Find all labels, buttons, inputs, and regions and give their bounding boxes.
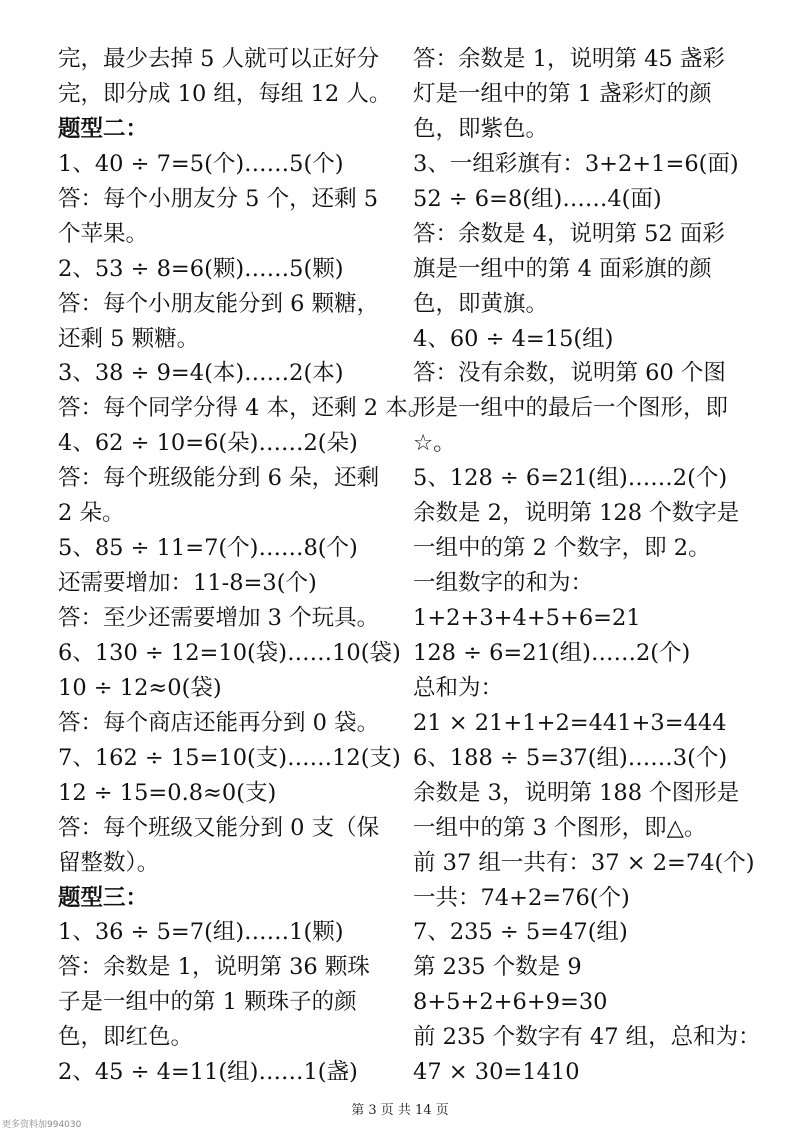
- text-line: 灯是一组中的第 1 盏彩灯的颜: [413, 80, 712, 107]
- left-column: [58, 42, 431, 1090]
- watermark-text: 更多资料加994030: [2, 1120, 82, 1130]
- text-line: 1+2+3+4+5+6=21: [413, 605, 641, 631]
- text-line: 2 朵。: [58, 500, 125, 527]
- text-line: 答：每个班级又能分到 0 支（保: [58, 814, 380, 841]
- text-line: 6、188 ÷ 5=37(组)……3(个): [413, 744, 728, 771]
- text-line: ☆。: [413, 430, 456, 457]
- text-line: 47 × 30=1410: [413, 1059, 580, 1086]
- text-line: 一组数字的和为：: [413, 570, 594, 597]
- text-line: 12 ÷ 15=0.8≈0(支): [58, 779, 277, 806]
- text-line: 21 × 21+1+2=441+3=444: [413, 709, 727, 736]
- text-line: 7、235 ÷ 5=47(组): [413, 919, 628, 946]
- text-line: 第 235 个数是 9: [413, 954, 582, 981]
- text-line: 一共：74+2=76(个): [413, 884, 630, 911]
- page-footer: 第 3 页 共 14 页: [351, 1103, 449, 1118]
- text-line: 答：余数是 4，说明第 52 面彩: [413, 220, 725, 247]
- text-line: 色，即黄旗。: [413, 290, 549, 317]
- text-line: 6、130 ÷ 12=10(袋)……10(袋): [58, 639, 401, 666]
- text-line: 留整数）。: [58, 849, 160, 876]
- text-line: 答：每个小朋友能分到 6 颗糖，: [58, 290, 380, 317]
- text-line: 答：每个同学分得 4 本，还剩 2 本。: [58, 395, 431, 422]
- text-line: 答：每个商店还能再分到 0 袋。: [58, 709, 380, 736]
- text-line: 旗是一组中的第 4 面彩旗的颜: [413, 255, 712, 282]
- text-line: 还剩 5 颗糖。: [58, 325, 200, 352]
- text-line: 4、62 ÷ 10=6(朵)……2(朵): [58, 430, 358, 457]
- text-line: 还需要增加：11-8=3(个): [58, 570, 317, 597]
- text-line: 答：每个小朋友分 5 个，还剩 5: [58, 185, 379, 212]
- text-line: 2、53 ÷ 8=6(颗)……5(颗): [58, 255, 344, 282]
- text-line: 形是一组中的最后一个图形，即: [413, 395, 729, 422]
- text-line: 一组中的第 3 个图形，即△。: [413, 814, 707, 841]
- text-line: 前 37 组一共有：37 × 2=74(个): [413, 849, 755, 876]
- text-line: 答：没有余数，说明第 60 个图: [413, 360, 726, 387]
- text-line: 答：至少还需要增加 3 个玩具。: [58, 605, 380, 631]
- text-line: 完，最少去掉 5 人就可以正好分: [58, 46, 380, 72]
- text-line: 前 235 个数字有 47 组，总和为：: [413, 1024, 761, 1051]
- text-line: 色，即红色。: [58, 1024, 194, 1051]
- text-line: 1、40 ÷ 7=5(个)……5(个): [58, 150, 344, 177]
- text-line: 余数是 3，说明第 188 个图形是: [413, 779, 740, 806]
- text-line: 3、一组彩旗有：3+2+1=6(面): [413, 150, 739, 177]
- text-line: 128 ÷ 6=21(组)……2(个): [413, 639, 691, 666]
- text-line: 7、162 ÷ 15=10(支)……12(支): [58, 744, 401, 771]
- text-line: 5、85 ÷ 11=7(个)……8(个): [58, 535, 358, 562]
- text-line: 余数是 2，说明第 128 个数字是: [413, 500, 740, 527]
- text-line: 4、60 ÷ 4=15(组): [413, 325, 614, 352]
- text-line: 5、128 ÷ 6=21(组)……2(个): [413, 465, 728, 492]
- text-line: 52 ÷ 6=8(组)……4(面): [413, 185, 662, 212]
- text-line: 3、38 ÷ 9=4(本)……2(本): [58, 360, 344, 387]
- text-line: 答：余数是 1，说明第 45 盏彩: [413, 46, 725, 72]
- text-line: 1、36 ÷ 5=7(组)……1(颗): [58, 919, 344, 946]
- section-heading: 题型三：: [58, 884, 149, 911]
- section-heading: 题型二：: [58, 115, 149, 142]
- text-line: 答：每个班级能分到 6 朵，还剩: [58, 465, 380, 492]
- text-line: 总和为：: [413, 674, 504, 701]
- text-line: 答：余数是 1，说明第 36 颗珠: [58, 954, 370, 981]
- text-line: 个苹果。: [58, 220, 149, 247]
- text-line: 2、45 ÷ 4=11(组)……1(盏): [58, 1059, 358, 1086]
- text-line: 8+5+2+6+9=30: [413, 989, 608, 1016]
- text-line: 完，即分成 10 组，每组 12 人。: [58, 80, 392, 107]
- right-column: [413, 42, 761, 1090]
- text-line: 子是一组中的第 1 颗珠子的颜: [58, 989, 357, 1016]
- text-line: 一组中的第 2 个数字，即 2。: [413, 535, 711, 562]
- text-line: 色，即紫色。: [413, 115, 549, 142]
- text-line: 10 ÷ 12≈0(袋): [58, 674, 222, 701]
